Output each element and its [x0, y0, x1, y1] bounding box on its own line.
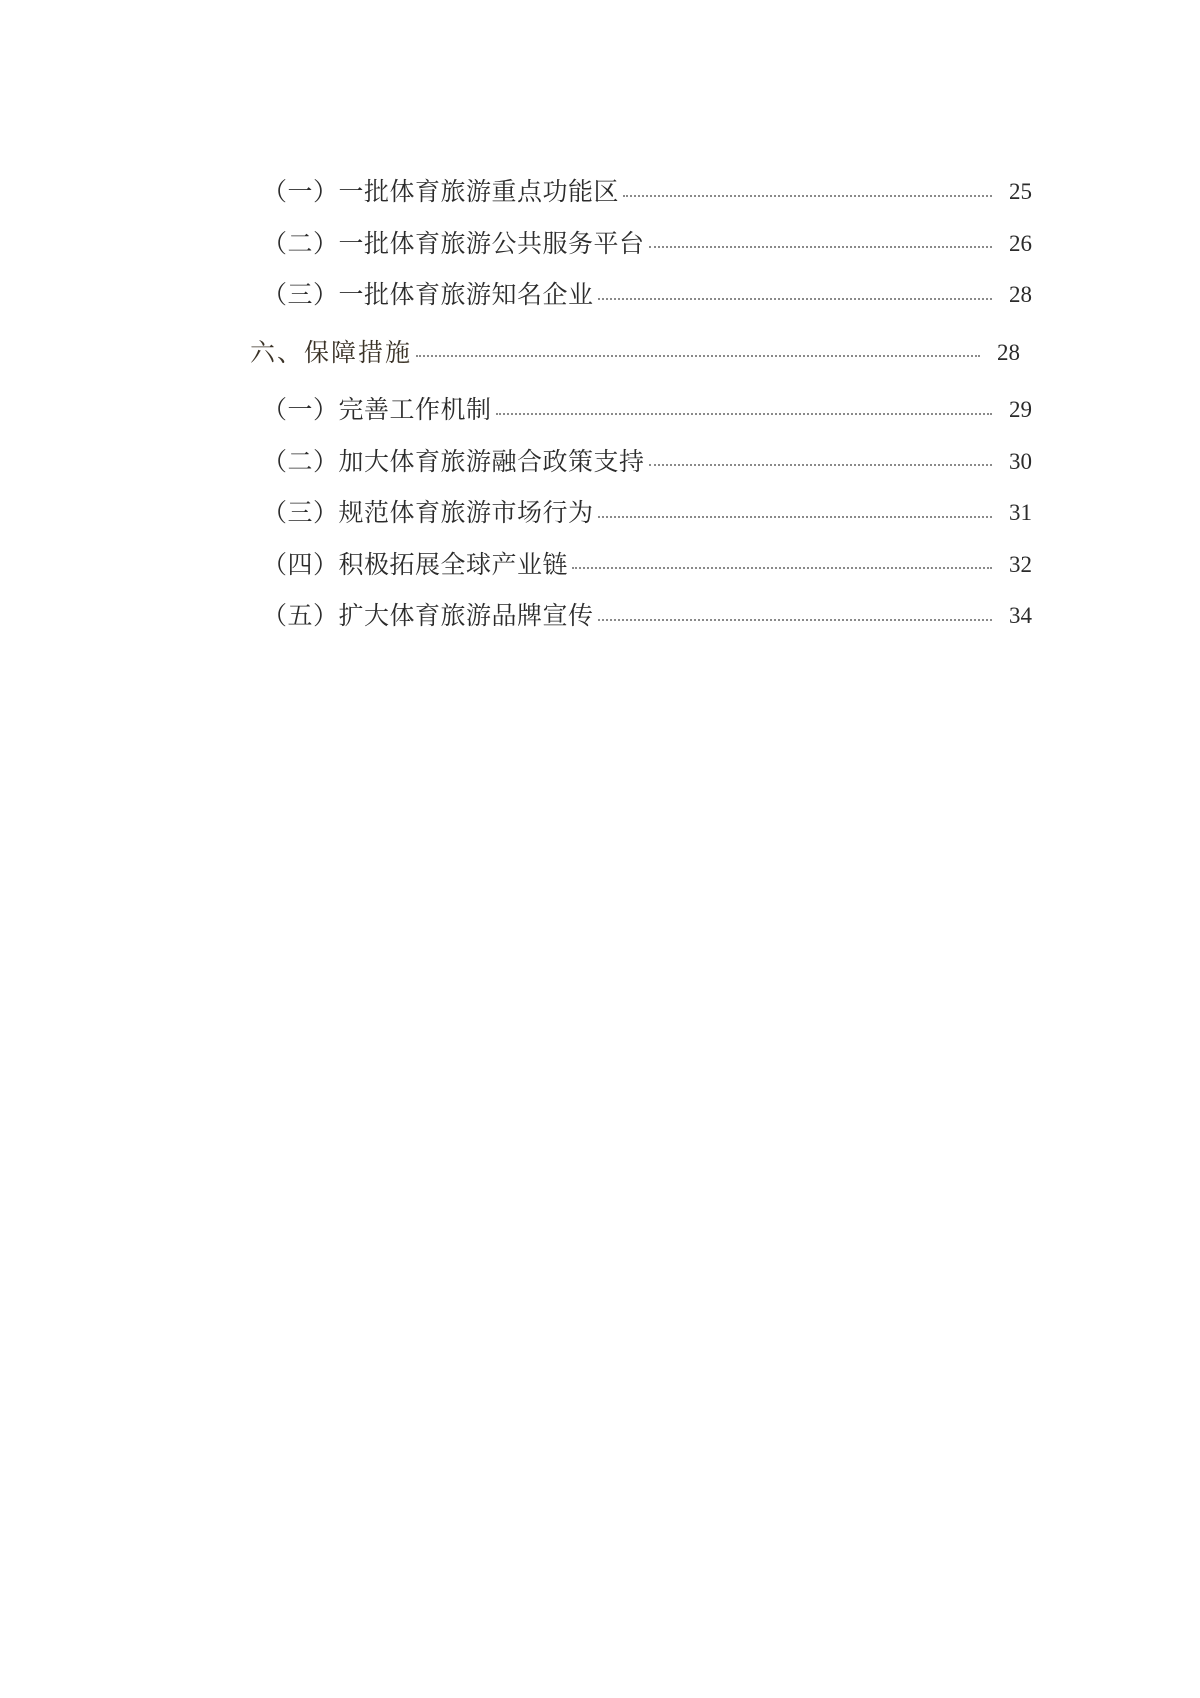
toc-entry-page: 34 [1009, 603, 1032, 629]
toc-entry[interactable] [250, 178, 1032, 206]
toc-entry-page: 29 [1009, 397, 1032, 423]
toc-entry[interactable] [250, 499, 1032, 527]
toc-entry[interactable] [250, 448, 1032, 476]
toc-entry[interactable] [250, 230, 1032, 258]
toc-leader-dots [649, 463, 992, 466]
table-of-contents [250, 177, 1032, 654]
toc-leader-dots [496, 412, 992, 415]
toc-entry-title: 六、保障措施 [250, 337, 413, 367]
toc-entry-page: 32 [1009, 551, 1032, 577]
toc-entry-title: （三）一批体育旅游知名企业 [262, 280, 594, 309]
toc-entry[interactable] [250, 551, 1032, 579]
toc-leader-dots [649, 245, 992, 248]
toc-entry-title: （一）完善工作机制 [262, 395, 492, 424]
toc-entry[interactable] [250, 281, 1032, 309]
toc-entry[interactable] [250, 396, 1032, 424]
toc-entry[interactable] [250, 602, 1032, 630]
toc-leader-dots [598, 297, 992, 300]
toc-entry-page: 31 [1009, 500, 1032, 526]
toc-leader-dots [572, 566, 992, 569]
toc-entry-title: （四）积极拓展全球产业链 [262, 549, 569, 579]
toc-entry-page: 30 [1009, 448, 1032, 474]
toc-leader-dots [598, 515, 992, 518]
toc-leader-dots [598, 618, 992, 621]
toc-entry-title: （二）一批体育旅游公共服务平台 [262, 228, 645, 258]
toc-entry-title: （二）加大体育旅游融合政策支持 [262, 446, 645, 476]
toc-entry-page: 25 [1009, 179, 1032, 205]
toc-entry[interactable] [250, 339, 1020, 367]
toc-entry-title: （三）规范体育旅游市场行为 [262, 498, 594, 527]
toc-entry-page: 28 [1009, 282, 1032, 308]
toc-entry-page: 28 [997, 339, 1020, 365]
toc-entry-title: （一）一批体育旅游重点功能区 [262, 177, 620, 206]
toc-leader-dots [623, 194, 992, 197]
toc-entry-page: 26 [1009, 230, 1032, 256]
toc-leader-dots [416, 354, 980, 357]
toc-entry-title: （五）扩大体育旅游品牌宣传 [262, 601, 594, 630]
